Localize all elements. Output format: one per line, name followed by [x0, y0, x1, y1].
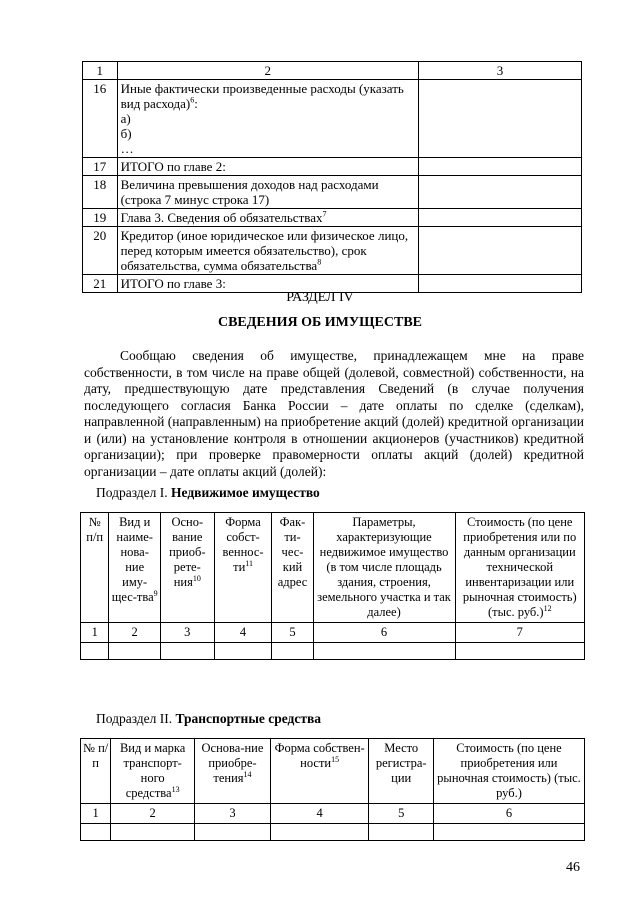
row-text [117, 209, 418, 227]
table-header-row [83, 62, 582, 80]
col-header-1: 1 [83, 62, 118, 80]
footnote-mark: 11 [245, 558, 253, 568]
empty-cell[interactable] [455, 643, 584, 660]
col-number: 2 [109, 623, 161, 643]
col-header [160, 513, 214, 623]
empty-cell[interactable] [369, 824, 434, 841]
col-header-text: Основа-ние приобре-тения [201, 741, 264, 785]
income-expense-table [82, 61, 582, 293]
table-row [83, 227, 582, 275]
col-header [313, 513, 455, 623]
row-line: ИТОГО по главе 2: [120, 159, 226, 174]
col-header-text: Стоимость (по цене приобретения или по данным организации технической инвентаризации или рыночная стоимость) (тыс. руб.) [462, 515, 577, 619]
row-number: 19 [83, 209, 118, 227]
empty-cell[interactable] [214, 643, 272, 660]
col-number: 1 [81, 623, 109, 643]
row-line: а) [120, 111, 131, 126]
row-line: ИТОГО по главе 3: [120, 276, 226, 291]
col-header-text: Форма собст-веннос-ти [222, 515, 264, 574]
col-header [81, 739, 111, 804]
subsection-1-title [96, 485, 320, 501]
col-header-text: Осно-вание приоб-рете-ния [169, 515, 206, 589]
footnote-mark: 8 [317, 257, 322, 267]
empty-cell[interactable] [160, 643, 214, 660]
footnote-mark: 15 [331, 754, 340, 764]
col-number: 5 [272, 623, 313, 643]
row-text [117, 227, 418, 275]
row-number: 16 [83, 80, 118, 158]
col-header [214, 513, 272, 623]
col-number: 4 [270, 804, 369, 824]
col-header-text: Параметры, характеризующие недвижимое имущество (в том числе площадь здания, строения, земельного участка и так далее) [317, 515, 451, 619]
empty-cell[interactable] [433, 824, 584, 841]
page-number: 46 [566, 860, 580, 875]
row-value [419, 80, 582, 158]
col-header-text: № п/п [86, 515, 104, 544]
col-header [433, 739, 584, 804]
row-line: вид расхода)$^6$: [120, 95, 198, 111]
empty-cell[interactable] [109, 643, 161, 660]
subsection-name: Транспортные средства [175, 711, 322, 726]
footnote-mark: 12 [543, 603, 552, 613]
real-estate-table [80, 512, 585, 660]
col-number: 5 [369, 804, 434, 824]
empty-cell[interactable] [81, 643, 109, 660]
row-line [121, 258, 415, 273]
footnote-mark: 9 [153, 588, 158, 598]
col-number: 7 [455, 623, 584, 643]
table-header-row [81, 513, 585, 623]
empty-cell[interactable] [195, 824, 271, 841]
row-text [117, 176, 418, 209]
footnote-mark: 14 [243, 769, 252, 779]
row-text [117, 158, 418, 176]
subsection-prefix: Подраздел I. [96, 485, 168, 500]
row-line: Иные фактически произведенные расходы (указать [120, 81, 404, 96]
row-line: Величина превышения доходов над расходами [120, 177, 379, 192]
row-number: 20 [83, 227, 118, 275]
row-value [419, 209, 582, 227]
footnote-mark: 10 [192, 573, 201, 583]
row-line: (строка 7 минус строка 17) [120, 192, 270, 207]
section-title: РАЗДЕЛ IV [286, 290, 354, 305]
section-heading: СВЕДЕНИЯ ОБ ИМУЩЕСТВЕ [217, 315, 422, 330]
col-header [270, 739, 369, 804]
row-line: Кредитор (иное юридическое или физическое лицо, [120, 228, 409, 243]
col-header-text: Стоимость (по цене приобретения или рыночная стоимость) (тыс. руб.) [437, 741, 581, 800]
table-row [83, 158, 582, 176]
col-number: 2 [111, 804, 195, 824]
row-line-text: обязательства, сумма обязательства [120, 258, 318, 273]
col-header [455, 513, 584, 623]
col-header-text: Место регистра-ции [375, 741, 427, 785]
vehicles-table [80, 738, 585, 841]
col-header-text: Вид и марка транспорт-ного средства [119, 741, 186, 800]
col-number: 3 [195, 804, 271, 824]
col-number: 6 [433, 804, 584, 824]
col-number: 3 [160, 623, 214, 643]
col-header [369, 739, 434, 804]
subsection-prefix: Подраздел II. [96, 711, 173, 726]
empty-cell[interactable] [111, 824, 195, 841]
table-row [83, 80, 582, 158]
row-line-text: вид расхода) [120, 96, 191, 111]
col-header-3: 3 [419, 62, 582, 80]
subsection-2-title [96, 711, 321, 727]
col-header-text: Фак-ти-чес-кий адрес [277, 515, 308, 589]
table-header-row [81, 739, 585, 804]
empty-cell[interactable] [270, 824, 369, 841]
empty-table-row [81, 643, 585, 660]
footnote-mark: 6 [190, 95, 195, 105]
column-number-row [81, 804, 585, 824]
footnote-mark: 13 [171, 784, 180, 794]
col-number: 4 [214, 623, 272, 643]
row-line: б) [120, 126, 132, 141]
row-value [419, 227, 582, 275]
col-header [195, 739, 271, 804]
empty-cell[interactable] [272, 643, 313, 660]
col-header-text: Форма собствен-ности [274, 741, 365, 770]
col-number: 1 [81, 804, 111, 824]
empty-table-row [81, 824, 585, 841]
row-number: 18 [83, 176, 118, 209]
col-header [109, 513, 161, 623]
col-header-2: 2 [117, 62, 418, 80]
footnote-mark: 7 [322, 209, 327, 219]
table-row [83, 209, 582, 227]
section-paragraph [84, 348, 584, 480]
row-line-text: Глава 3. Сведения об обязательствах [120, 210, 323, 225]
empty-cell[interactable] [313, 643, 455, 660]
row-value [419, 158, 582, 176]
subsection-name: Недвижимое имущество [171, 485, 320, 500]
col-header [272, 513, 313, 623]
empty-cell[interactable] [81, 824, 111, 841]
row-line: … [120, 141, 134, 156]
col-header-text: № п/п [83, 741, 109, 770]
row-text [117, 80, 418, 158]
row-value [419, 176, 582, 209]
col-header [81, 513, 109, 623]
col-header [111, 739, 195, 804]
row-number: 21 [83, 275, 118, 293]
row-number: 17 [83, 158, 118, 176]
col-header-text: Вид и наиме-нова-ние иму-щес-тва [111, 515, 154, 604]
table-row [83, 176, 582, 209]
column-number-row [81, 623, 585, 643]
col-number: 6 [313, 623, 455, 643]
row-line [121, 210, 415, 225]
row-line: перед которым имеется обязательство), срок [120, 243, 367, 258]
paragraph-text: Сообщаю сведения об имуществе, принадлежащем мне на праве собственности, в том числе на праве общей (долевой, совместной) собственности, на дату, предшествующую дате представления Сведений (в случае получения последующего согласия Банка России – дате оплаты по сделке (сделкам), направленной (направленным) на приобретение акций (долей) кредитной организации и (или) на установление контроля в отношении акционеров (участников) кредитной организации); при проверке правомерности оплаты акций (долей) кредитной организации – дате оплаты акций (долей): [84, 348, 584, 479]
